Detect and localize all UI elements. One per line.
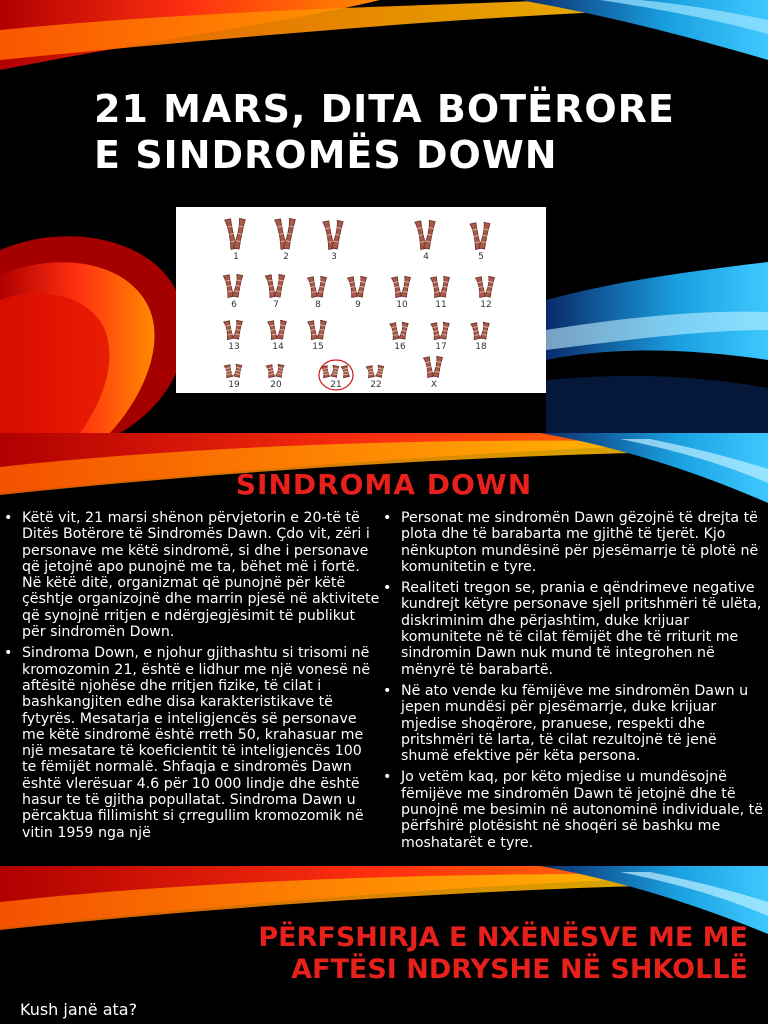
- left-column-text: [4, 510, 380, 862]
- chromosome-13: [224, 320, 243, 339]
- bullet-symbol: •: [383, 682, 392, 699]
- chromosome-label: 20: [270, 380, 282, 390]
- slide-title-line-1: PËRFSHIRJA E NXËNËSVE ME ME: [258, 922, 748, 953]
- chromosome-label: 14: [272, 342, 284, 352]
- bullet-symbol: •: [383, 510, 392, 526]
- bullet-item: [383, 580, 763, 678]
- chromosome-label: 3: [331, 252, 337, 262]
- chromosome-label: 11: [435, 300, 447, 310]
- slide-title: [94, 86, 754, 178]
- bullet-text: Këtë vit, 21 marsi shënon përvjetorin e 20-të të Ditës Botërore të Sindromës Dawn. Çdo vit, zëri i personave me këtë sindromë, si dhe i personave që jetojnë apo punojnë me ta, bëhet më i fortë. Në këtë ditë, organizmat që punojnë për këtë çështje organizojnë dhe marrin pjesë në aktivitete që synojnë rritjen e ndërgjegjësimit të publikut për sindromën Down.: [22, 510, 380, 641]
- chromosome-14: [268, 320, 287, 339]
- bullet-symbol: •: [4, 645, 13, 662]
- right-column-text: [383, 510, 763, 856]
- bullet-text: Jo vetëm kaq, por këto mjedise u mundësojnë fëmijëve me sindromën Dawn të jetojnë dhe të punojnë me besimin në autonominë individuale, të përfshirë plotësisht në shoqëri së bashku me moshatarët e tyre.: [401, 769, 763, 851]
- bullet-text: Realiteti tregon se, prania e qëndrimeve negative kundrejt këtyre personave sjell pritshmëri të ulëta, diskriminim dhe përjashtim, duke krijuar komunitete në të cilat fëmijët dhe të rriturit me sindromin Dawn nuk mund të integrohen në mënyrë të barabartë.: [401, 580, 762, 678]
- slide-world-down-syndrome-day: [0, 0, 768, 433]
- chromosome-16: [390, 322, 408, 339]
- chromosome-18: [471, 322, 489, 339]
- bullet-text: Në ato vende ku fëmijëve me sindromën Dawn u jepen mundësi për pjesëmarrje, duke krijuar mjedise shoqërore, pranuese, respekti dhe pritshmëri të larta, të cilat rezultojnë të jenë shumë efektive për këta persona.: [401, 682, 749, 765]
- chromosome-label: 13: [228, 342, 240, 352]
- chromosome-11: [431, 276, 450, 297]
- bullet-symbol: •: [383, 769, 392, 786]
- slide-down-syndrome: [0, 433, 768, 866]
- bullet-text: Sindroma Down, e njohur gjithashtu si trisomi në kromozomin 21, është e lidhur me një vonesë në aftësitë njohëse dhe rritjen fizike, të cilat i bashkangjiten edhe disa karakteristikave të fytyrës. Mesatarja e inteligjencës së personave me këtë sindromë është rreth 50, krahasuar me një mesatare të koeficientit të inteligjencës 100 te fëmijët normalë. Shfaqja e sindromës Dawn është vlerësuar 4.6 për 10 000 lindje dhe është hasur te të gjitha popullatat. Sindroma Dawn u përcaktua fillimisht si çrregullim kromozomik në vitin 1959 nga një: [22, 645, 371, 841]
- karyotype-image: [176, 207, 546, 393]
- bullet-symbol: •: [383, 580, 392, 597]
- bullet-item: [4, 510, 380, 640]
- chromosome-label: 16: [394, 342, 406, 352]
- bullet-symbol: •: [4, 510, 13, 526]
- chromosome-label: X: [430, 380, 438, 390]
- chromosome-6: [223, 274, 242, 297]
- slide-title-line-1: 21 MARS, DITA BOTËRORE: [94, 87, 675, 131]
- bullet-text: Personat me sindromën Dawn gëzojnë të drejta të plota dhe të barabarta me gjithë të tjerët. Kjo nënkupton mundësinë për pjesëmarrje të plotë në komunitetin e tyre.: [401, 510, 759, 575]
- chromosome-5: [470, 222, 490, 249]
- chromosome-10: [392, 276, 411, 297]
- slide-title: [200, 922, 748, 986]
- chromosome-8: [308, 276, 327, 297]
- chromosome-2: [275, 218, 296, 249]
- chromosome-20: [266, 364, 284, 377]
- slide-title-line-2: AFTËSI NDRYSHE NË SHKOLLË: [291, 954, 748, 985]
- bullet-item: [383, 683, 763, 764]
- chromosome-19: [224, 364, 242, 377]
- chromosome-12: [476, 276, 495, 297]
- chromosome-label: 21: [330, 380, 342, 390]
- slide-title: SINDROMA DOWN: [235, 468, 533, 501]
- bullet-item: [383, 510, 763, 575]
- chromosome-label: 12: [480, 300, 492, 310]
- chromosome-7: [265, 274, 284, 297]
- slide-subtitle: Kush janë ata?: [20, 1000, 138, 1019]
- bullet-item: [4, 645, 380, 841]
- chromosome-label: 2: [283, 252, 289, 262]
- chromosome-label: 18: [475, 342, 487, 352]
- chromosome-22: [366, 365, 384, 377]
- chromosome-21: [321, 365, 349, 377]
- chromosome-label: 10: [396, 300, 408, 310]
- bullet-item: [383, 769, 763, 850]
- chromosome-17: [431, 322, 449, 339]
- chromosome-1: [225, 218, 246, 249]
- chromosome-15: [308, 320, 327, 339]
- chromosome-label: 9: [355, 300, 361, 310]
- chromosome-label: 1: [233, 252, 239, 262]
- chromosome-label: 22: [370, 380, 382, 390]
- chromosome-label: 5: [478, 252, 484, 262]
- slide-inclusion: [0, 866, 768, 1024]
- chromosome-label: 17: [435, 342, 447, 352]
- chromosome-3: [323, 220, 343, 249]
- chromosome-label: 8: [315, 300, 321, 310]
- chromosome-label: 7: [273, 300, 279, 310]
- chromosome-label: 15: [312, 342, 324, 352]
- chromosome-label: 4: [423, 252, 429, 262]
- slide-title-line-2: E SINDROMËS DOWN: [94, 133, 558, 177]
- chromosome-4: [415, 220, 435, 249]
- karyotype-chromosomes: [176, 207, 546, 393]
- chromosome-label: 6: [231, 300, 237, 310]
- chromosome-X: [424, 356, 443, 377]
- chromosome-label: 19: [228, 380, 240, 390]
- chromosome-9: [348, 276, 367, 297]
